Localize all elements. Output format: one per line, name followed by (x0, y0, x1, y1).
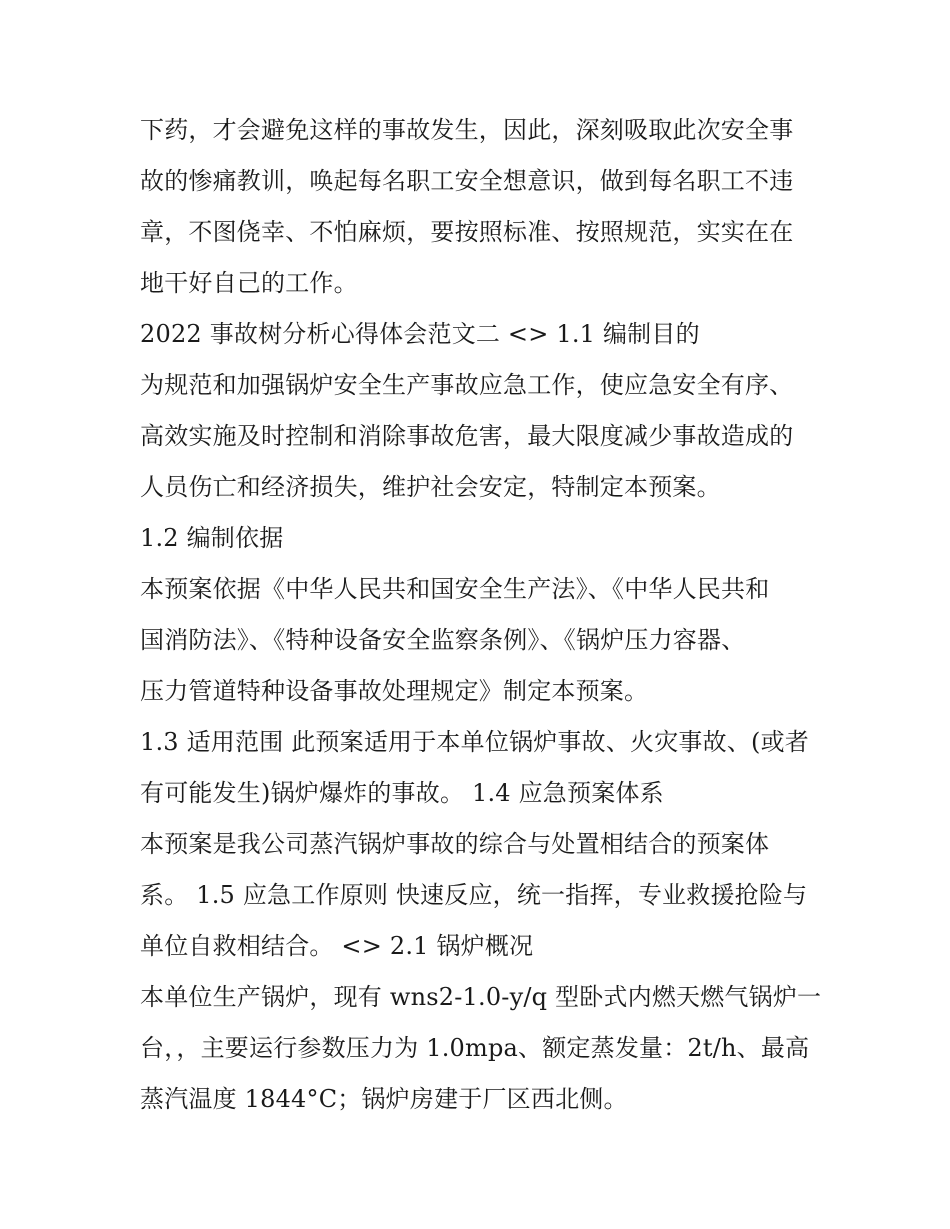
text-line: 故的惨痛教训，唤起每名职工安全想意识，做到每名职工不违 (140, 167, 794, 195)
text-line: 蒸汽温度 1844°C；锅炉房建于厂区西北侧。 (140, 1085, 628, 1113)
section-heading-line: 2022 事故树分析心得体会范文二 <> 1.1 编制目的 (140, 320, 700, 348)
text-line: 压力管道特种设备事故处理规定》制定本预案。 (140, 677, 649, 705)
text-line: 人员伤亡和经济损失，维护社会安定，特制定本预案。 (140, 473, 721, 501)
document-page (140, 108, 820, 1128)
text-line: 1.3 适用范围 此预案适用于本单位锅炉事故、火灾事故、(或者 (140, 728, 809, 756)
text-line: 有可能发生)锅炉爆炸的事故。 1.4 应急预案体系 (140, 779, 664, 807)
section-heading-line: 1.2 编制依据 (140, 524, 284, 552)
text-line: 高效实施及时控制和消除事故危害，最大限度减少事故造成的 (140, 422, 794, 450)
text-line: 本预案依据《中华人民共和国安全生产法》、《中华人民共和 (140, 575, 770, 603)
text-line: 下药，才会避免这样的事故发生，因此，深刻吸取此次安全事 (140, 116, 794, 144)
text-line: 国消防法》、《特种设备安全监察条例》、《锅炉压力容器、 (140, 626, 746, 654)
text-line: 地干好自己的工作。 (140, 269, 358, 297)
text-line: 为规范和加强锅炉安全生产事故应急工作，使应急安全有序、 (140, 371, 794, 399)
text-line: 章，不图侥幸、不怕麻烦，要按照标准、按照规范，实实在在 (140, 218, 794, 246)
text-line: 本单位生产锅炉，现有 wns2-1.0-y/q 型卧式内燃天燃气锅炉一 (140, 983, 822, 1011)
text-line: 台，，主要运行参数压力为 1.0mpa、额定蒸发量：2t/h、最高 (140, 1034, 810, 1062)
text-line: 本预案是我公司蒸汽锅炉事故的综合与处置相结合的预案体 (140, 830, 770, 858)
text-line: 系。 1.5 应急工作原则 快速反应，统一指挥，专业救援抢险与 (140, 881, 808, 909)
text-line: 单位自救相结合。 <> 2.1 锅炉概况 (140, 932, 534, 960)
